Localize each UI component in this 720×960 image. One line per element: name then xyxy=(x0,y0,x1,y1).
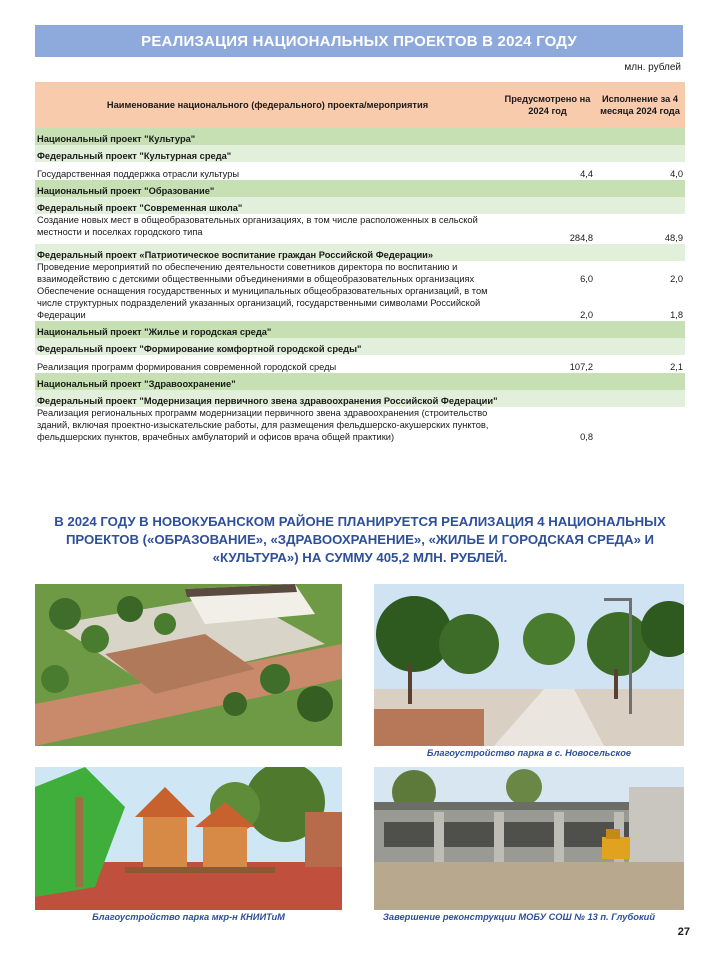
table-row xyxy=(35,285,685,321)
row-plan: 2,0 xyxy=(500,285,595,321)
row-name: Национальный проект "Культура" xyxy=(35,128,500,145)
row-exec xyxy=(595,338,685,355)
row-plan xyxy=(500,338,595,355)
table-row xyxy=(35,373,685,390)
table-row xyxy=(35,338,685,355)
row-name: Федеральный проект "Формирование комфортной городской среды" xyxy=(35,338,500,355)
school-reconstruction-photo xyxy=(374,767,684,910)
table-row xyxy=(35,390,685,407)
row-plan xyxy=(500,180,595,197)
row-plan xyxy=(500,373,595,390)
row-name: Государственная поддержка отрасли культуры xyxy=(35,162,500,180)
caption-school-reconstruction: Завершение реконструкции МОБУ СОШ № 13 п. Глубокий xyxy=(382,912,656,922)
row-plan: 107,2 xyxy=(500,355,595,373)
column-header-plan: Предусмотрено на 2024 год xyxy=(500,82,595,128)
table-row xyxy=(35,261,685,285)
row-exec: 2,1 xyxy=(595,355,685,373)
summary-statement: В 2024 ГОДУ В НОВОКУБАНСКОМ РАЙОНЕ ПЛАНИРУЕТСЯ РЕАЛИЗАЦИЯ 4 НАЦИОНАЛЬНЫХ ПРОЕКТОВ («ОБРАЗОВАНИЕ», «ЗДРАВООХРАНЕНИЕ», «ЖИЛЬЕ И ГОРОДСКАЯ СРЕДА» И «КУЛЬТУРА») НА СУММУ 405,2 МЛН. РУБЛЕЙ. xyxy=(54,514,666,565)
park-kniitim-playground-photo xyxy=(35,767,342,910)
row-exec: 4,0 xyxy=(595,162,685,180)
row-name: Федеральный проект «Патриотическое воспитание граждан Российской Федерации» xyxy=(35,244,500,261)
row-name: Обеспечение оснащения государственных и муниципальных общеобразовательных организаций, в том числе структурных подразделений указанных организаций, государственными символами Российской Федерации xyxy=(35,285,500,321)
row-name: Национальный проект "Здравоохранение" xyxy=(35,373,500,390)
caption-park-novoselskoe: Благоустройство парка в с. Новосельское xyxy=(426,748,632,758)
row-plan: 0,8 xyxy=(500,407,595,443)
row-plan xyxy=(500,128,595,145)
park-novoselskoe-aerial-photo xyxy=(35,584,342,746)
row-plan xyxy=(500,197,595,214)
page-number: 27 xyxy=(677,926,690,938)
table-row xyxy=(35,145,685,162)
row-plan xyxy=(500,321,595,338)
row-exec: 1,8 xyxy=(595,285,685,321)
park-novoselskoe-street-photo xyxy=(374,584,684,746)
row-plan: 284,8 xyxy=(500,214,595,244)
row-exec xyxy=(595,373,685,390)
row-name: Создание новых мест в общеобразовательных организациях, в том числе расположенных в сельской местности и поселках городского типа xyxy=(35,214,500,244)
row-name: Реализация программ формирования современной городской среды xyxy=(35,355,500,373)
column-header-exec: Исполнение за 4 месяца 2024 года xyxy=(595,82,685,128)
row-plan: 4,4 xyxy=(500,162,595,180)
table-row xyxy=(35,321,685,338)
row-exec xyxy=(595,321,685,338)
row-name: Федеральный проект "Современная школа" xyxy=(35,197,500,214)
row-name: Национальный проект "Образование" xyxy=(35,180,500,197)
row-plan: 6,0 xyxy=(500,261,595,285)
table-row xyxy=(35,244,685,261)
row-exec xyxy=(595,128,685,145)
table-row xyxy=(35,197,685,214)
table-row xyxy=(35,180,685,197)
row-exec xyxy=(595,407,685,443)
row-exec xyxy=(595,180,685,197)
table-row xyxy=(35,128,685,145)
table-row xyxy=(35,214,685,244)
row-exec: 2,0 xyxy=(595,261,685,285)
row-name: Национальный проект "Жилье и городская среда" xyxy=(35,321,500,338)
row-plan xyxy=(500,145,595,162)
row-name: Реализация региональных программ модернизации первичного звена здравоохранения (строительство зданий, включая проектно-изыскательские работы, для размещения фельдшерско-акушерских пунктов, фельдшерских пунктов, врачебных амбулаторий и офисов врача общей практики) xyxy=(35,407,500,443)
row-exec xyxy=(595,244,685,261)
units-label: млн. рублей xyxy=(624,62,681,73)
row-plan xyxy=(500,390,595,407)
table-row xyxy=(35,407,685,443)
row-name: Проведение мероприятий по обеспечению деятельности советников директора по воспитанию и взаимодействию с детскими общественными объединениями в общеобразовательных организациях xyxy=(35,261,500,285)
row-plan xyxy=(500,244,595,261)
column-header-name: Наименование национального (федерального) проекта/мероприятия xyxy=(35,82,500,128)
row-exec xyxy=(595,145,685,162)
table-row xyxy=(35,355,685,373)
page-title: РЕАЛИЗАЦИЯ НАЦИОНАЛЬНЫХ ПРОЕКТОВ В 2024 ГОДУ xyxy=(35,25,683,57)
row-exec xyxy=(595,390,685,407)
table-row xyxy=(35,162,685,180)
row-name: Федеральный проект "Культурная среда" xyxy=(35,145,500,162)
national-projects-table xyxy=(35,82,685,443)
table-header-row xyxy=(35,82,685,128)
row-name: Федеральный проект "Модернизация первичного звена здравоохранения Российской Федерации" xyxy=(35,390,500,407)
row-exec xyxy=(595,197,685,214)
caption-park-kniitim: Благоустройство парка мкр-н КНИИТиМ xyxy=(92,912,285,922)
row-exec: 48,9 xyxy=(595,214,685,244)
